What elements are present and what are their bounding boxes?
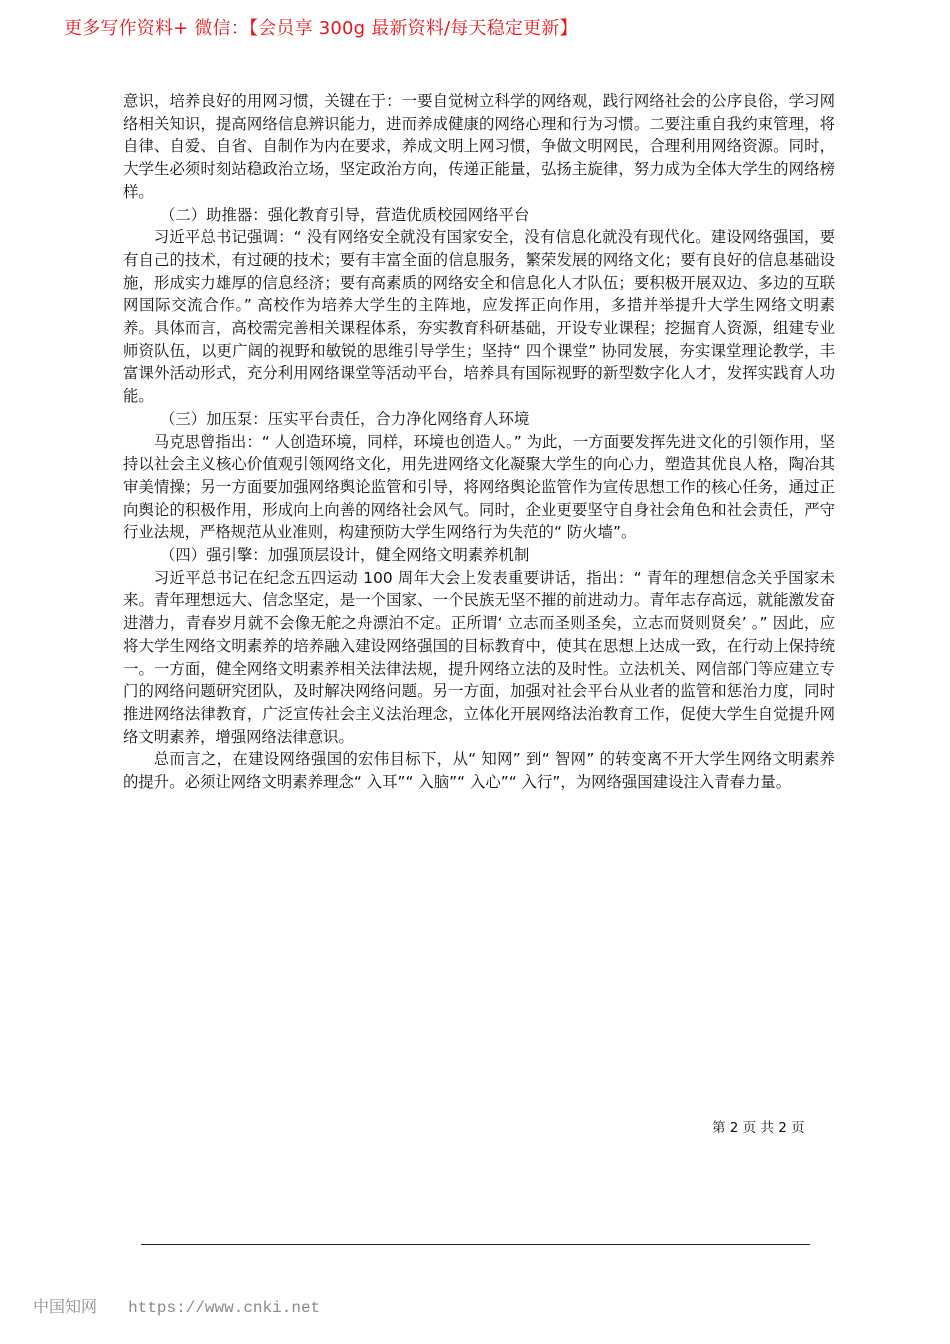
footer-divider bbox=[141, 1244, 810, 1245]
promo-banner: 更多写作资料+ 微信：【会员享 300g 最新资料/每天稳定更新】 bbox=[64, 18, 578, 39]
document-body bbox=[123, 90, 835, 794]
section-heading-3: （三）加压泵：压实平台责任，合力净化网络育人环境 bbox=[159, 409, 530, 428]
paragraph-body: 马克思曾指出：“ 人创造环境，同样，环境也创造人。” 为此，一方面要发挥先进文化的引领作用，坚持以社会主义核心价值观引领网络文化，用先进网络文化凝聚大学生的向心力，塑造其优良人格，陶冶其审美情操；另一方面要加强网络舆论监管和引导，将网络舆论监管作为宣传思想工作的核心任务，通过正向舆论的积极作用，形成向上向善的网络社会风气。同时，企业更要坚守自身社会角色和社会责任，严守行业法规，严格规范从业准则，构建预防大学生网络行为失范的“ 防火墙”。 bbox=[123, 432, 835, 542]
section-heading-2: （二）助推器：强化教育引导，营造优质校园网络平台 bbox=[159, 205, 530, 224]
footer-source bbox=[33, 1294, 320, 1317]
site-url-link[interactable]: https://www.cnki.net bbox=[128, 1299, 321, 1317]
page-number: 第 2 页 共 2 页 bbox=[712, 1120, 805, 1136]
paragraph-continuation: 意识，培养良好的用网习惯，关键在于：一要自觉树立科学的网络观，践行网络社会的公序良俗，学习网络相关知识，提高网络信息辨识能力，进而养成健康的网络心理和行为习惯。二要注重自我约束管理，将自律、自爱、自省、自制作为内在要求，养成文明上网习惯，争做文明网民，合理利用网络资源。同时，大学生必须时刻站稳政治立场，坚定政治方向，传递正能量，弘扬主旋律，努力成为全体大学生的网络榜样。 bbox=[123, 92, 835, 201]
site-name: 中国知网 bbox=[33, 1297, 98, 1316]
paragraph-body: 习近平总书记在纪念五四运动 100 周年大会上发表重要讲话，指出：“ 青年的理想信念关乎国家未来。青年理想远大、信念坚定，是一个国家、一个民族无坚不摧的前进动力。青年志存高远，就能激发奋进潜力，青春岁月就不会像无舵之舟漂泊不定。正所谓‘ 立志而圣则圣矣，立志而贤则贤矣’ 。” 因此，应将大学生网络文明素养的培养融入建设网络强国的目标教育中，使其在思想上达成一致，在行动上保持统一。一方面，健全网络文明素养相关法律法规，提升网络立法的及时性。立法机关、网信部门等应建立专门的网络问题研究团队，及时解决网络问题。另一方面，加强对社会平台从业者的监管和惩治力度，同时推进网络法律教育，广泛宣传社会主义法治理念，立体化开展网络法治教育工作，促使大学生自觉提升网络文明素养，增强网络法律意识。 bbox=[123, 568, 835, 746]
section-heading-4: （四）强引擎：加强顶层设计，健全网络文明素养机制 bbox=[159, 546, 530, 565]
paragraph-conclusion: 总而言之，在建设网络强国的宏伟目标下，从“ 知网” 到“ 智网” 的转变离不开大学生网络文明素养的提升。必须让网络文明素养理念“ 入耳”“ 入脑”“ 入心”“ 入行”，为网络强国建设注入青春力量。 bbox=[123, 750, 835, 792]
paragraph-body: 习近平总书记强调：“ 没有网络安全就没有国家安全，没有信息化就没有现代化。建设网络强国，要有自己的技术，有过硬的技术；要有丰富全面的信息服务，繁荣发展的网络文化；要有良好的信息基础设施，形成实力雄厚的信息经济；要有高素质的网络安全和信息化人才队伍；要积极开展双边、多边的互联网国际交流合作。” 高校作为培养大学生的主阵地，应发挥正向作用，多措并举提升大学生网络文明素养。具体而言，高校需完善相关课程体系，夯实教育科研基础，开设专业课程；挖掘育人资源，组建专业师资队伍，以更广阔的视野和敏锐的思维引导学生；坚持“ 四个课堂” 协同发展，夯实课堂理论教学，丰富课外活动形式，充分利用网络课堂等活动平台，培养具有国际视野的新型数字化人才，发挥实践育人功能。 bbox=[123, 228, 835, 406]
